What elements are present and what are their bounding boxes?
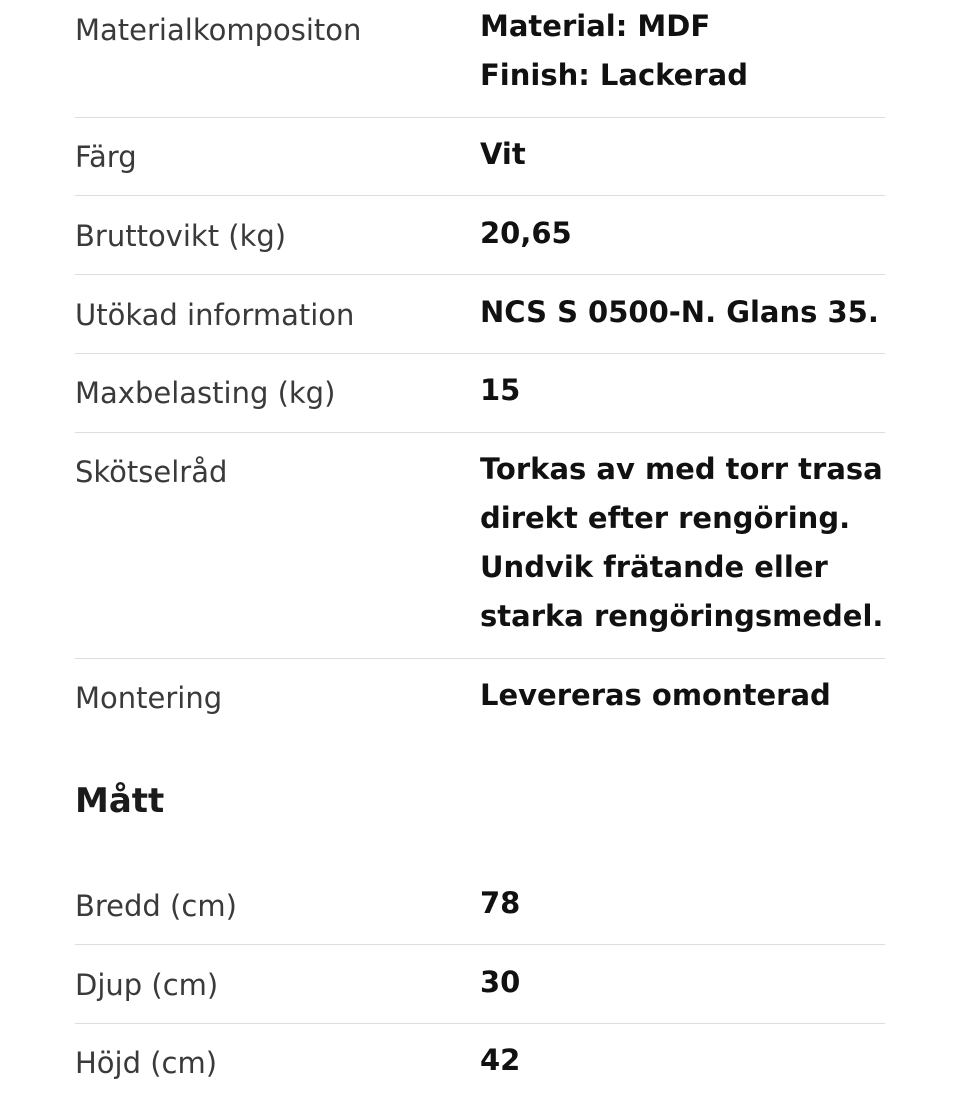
spec-row-care-advice <box>75 433 885 659</box>
dimension-value-text: 42 <box>480 1043 521 1077</box>
dimension-label: Djup (cm) <box>75 968 219 1002</box>
spec-label: Bruttovikt (kg) <box>75 219 287 253</box>
dimension-value-text: 78 <box>480 886 521 920</box>
dimension-value <box>480 1036 880 1085</box>
dimension-value <box>480 958 880 1007</box>
spec-row-gross-weight <box>75 196 885 275</box>
dimension-label: Bredd (cm) <box>75 889 237 923</box>
spec-value-line: Levereras omonterad <box>480 678 831 712</box>
spec-value <box>480 288 880 337</box>
spec-label: Montering <box>75 681 223 715</box>
spec-value-line: Undvik frätande eller <box>480 550 828 584</box>
spec-row-assembly <box>75 659 885 739</box>
spec-value-line: NCS S 0500-N. Glans 35. <box>480 295 879 329</box>
spec-label: Utökad information <box>75 298 355 332</box>
spec-row-color <box>75 118 885 196</box>
spec-value <box>480 130 880 179</box>
spec-value <box>480 671 880 720</box>
spec-label: Materialkompositon <box>75 13 362 47</box>
product-details-section <box>75 0 885 1099</box>
spec-label: Maxbelasting (kg) <box>75 376 336 410</box>
spec-value <box>480 209 880 258</box>
spec-value-line: Finish: Lackerad <box>480 58 748 92</box>
spec-value <box>480 366 880 415</box>
spec-value-line: direkt efter rengöring. <box>480 501 851 535</box>
dimension-label: Höjd (cm) <box>75 1046 218 1080</box>
dimension-value-text: 30 <box>480 965 521 999</box>
spec-row-material <box>75 0 885 118</box>
dimension-row-depth <box>75 945 885 1024</box>
dimension-row-height <box>75 1024 885 1099</box>
dimension-row-width <box>75 865 885 945</box>
spec-value-line: Torkas av med torr trasa <box>480 452 883 486</box>
spec-row-extended-info <box>75 275 885 354</box>
spec-value-line: 15 <box>480 373 521 407</box>
spec-label: Skötselråd <box>75 455 228 489</box>
spec-value-line: Vit <box>480 137 526 171</box>
spec-value <box>480 2 880 100</box>
spec-label: Färg <box>75 140 137 174</box>
dimension-value <box>480 879 880 928</box>
spec-value-line: 20,65 <box>480 216 572 250</box>
spec-value-line: starka rengöringsmedel. <box>480 599 884 633</box>
spec-row-max-load <box>75 354 885 433</box>
spec-value-line: Material: MDF <box>480 9 711 43</box>
spec-value <box>480 445 884 641</box>
dimensions-heading: Mått <box>75 781 165 821</box>
